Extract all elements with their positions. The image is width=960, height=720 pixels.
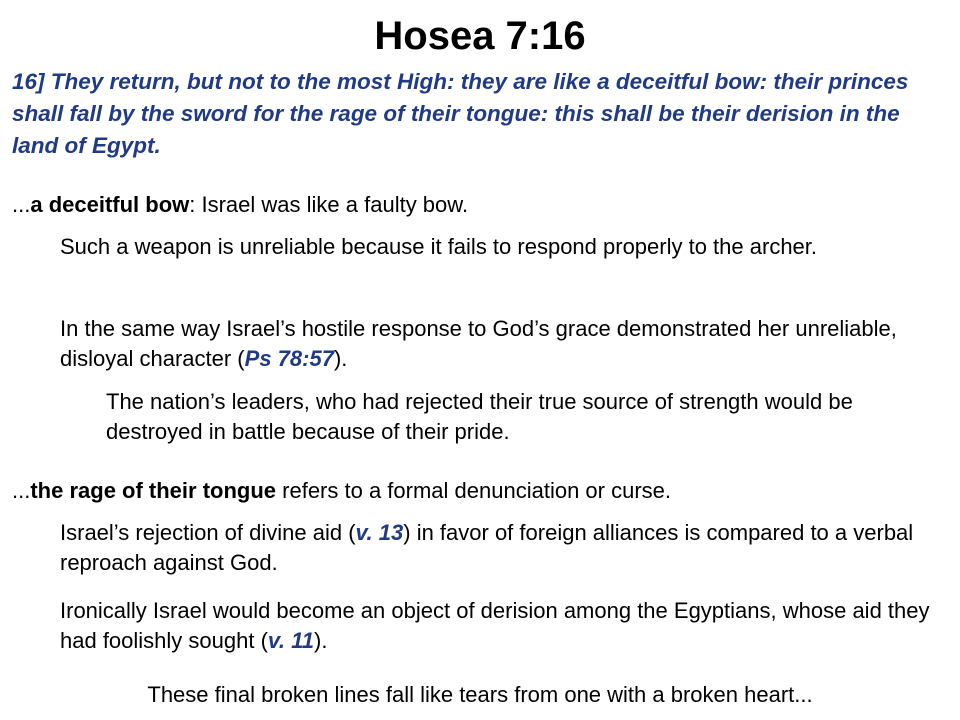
- slide-title: Hosea 7:16: [374, 14, 586, 58]
- sub-point-unreliable-weapon: Such a weapon is unreliable because it fails to respond properly to the archer.: [60, 234, 818, 259]
- scripture-reference: v. 13: [355, 520, 404, 545]
- point-prefix: ...: [12, 192, 31, 217]
- scripture-reference: v. 11: [267, 628, 314, 653]
- point-prefix: ...: [12, 478, 31, 503]
- point-term: the rage of their tongue: [30, 478, 277, 503]
- point-rage-of-tongue: [12, 476, 942, 506]
- sub-point-rejection-of-aid: [60, 518, 940, 578]
- scripture-reference: Ps 78:57: [244, 346, 334, 371]
- point-term: a deceitful bow: [30, 192, 190, 217]
- sub-point-text-end: ).: [314, 628, 328, 653]
- sub-point-israel-response: [60, 314, 940, 374]
- sub-point-text-end: ) in favor of foreign alliances is compared to a verbal reproach against God.: [60, 520, 914, 575]
- sub-point-text: In the same way Israel’s hostile response to God’s grace demonstrated her unreliable, disloyal character (: [60, 316, 897, 371]
- verse-text: 16] They return, but not to the most High: they are like a deceitful bow: their princes shall fall by the sword for the rage of their tongue: this shall be their derision in the land of Egypt.: [12, 69, 909, 158]
- sub-point-text: Ironically Israel would become an object of derision among the Egyptians, whose aid they had foolishly sought (: [60, 598, 930, 653]
- closing-line: These final broken lines fall like tears from one with a broken heart...: [147, 682, 813, 707]
- point-text: : Israel was like a faulty bow.: [189, 192, 469, 217]
- point-text: refers to a formal denunciation or curse.: [276, 478, 671, 503]
- sub-point-text-end: ).: [333, 346, 348, 371]
- sub-sub-point-leaders: The nation’s leaders, who had rejected their true source of strength would be destroyed in battle because of their pride.: [106, 389, 853, 444]
- sub-point-text: Israel’s rejection of divine aid (: [60, 520, 356, 545]
- point-deceitful-bow: [12, 190, 942, 220]
- sub-point-derision: [60, 596, 940, 656]
